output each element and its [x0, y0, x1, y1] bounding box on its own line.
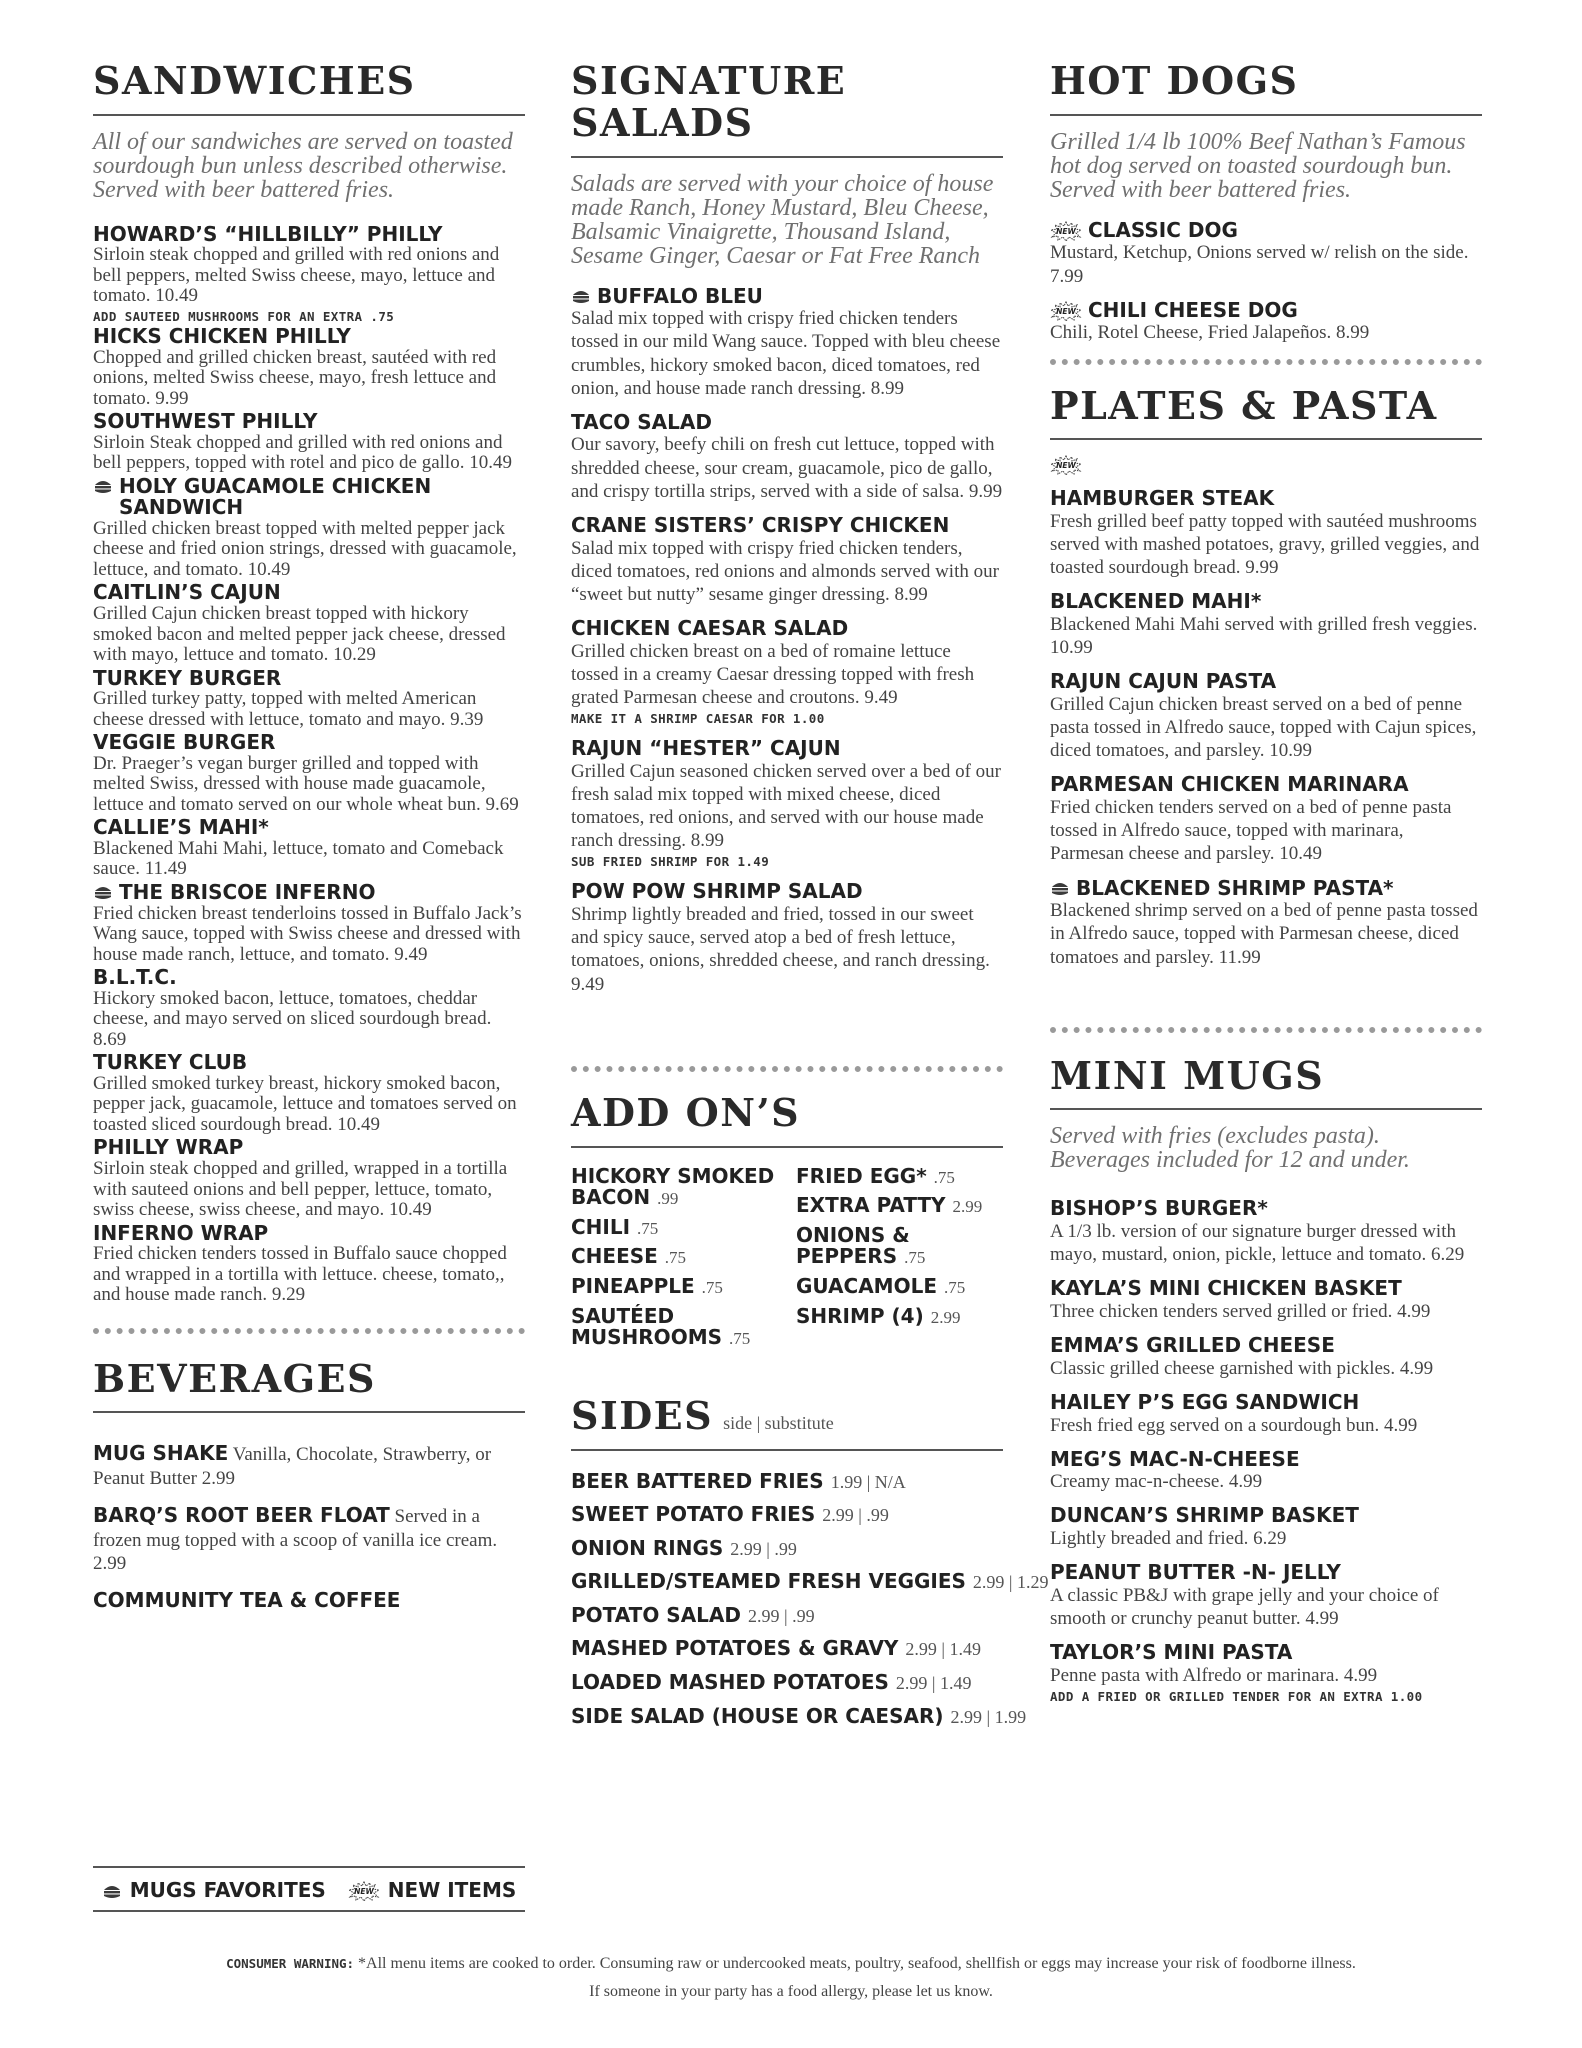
- menu-item: [571, 618, 1003, 726]
- item-name-row: [571, 283, 1003, 308]
- mug-icon: [1050, 880, 1070, 896]
- new-icon: [348, 1881, 380, 1901]
- sandwiches-intro: All of our sandwiches are served on toasted sourdough bun unless described otherwise. Served with beer battered fries.: [93, 128, 513, 203]
- item-description: Fried chicken tenders served on a bed of penne pasta tossed in Alfredo sauce, topped with marinara, Parmesan cheese and parsley. 10.49: [1050, 797, 1452, 865]
- menu-item: [93, 1137, 525, 1220]
- addon-name: PINEAPPLE: [571, 1273, 695, 1298]
- item-description: Penne pasta with Alfredo or marinara. 4.99: [1050, 1664, 1378, 1686]
- addons-left: [571, 1163, 778, 1357]
- item-name-row: [93, 323, 525, 348]
- item-name: CHICKEN CAESAR SALAD: [571, 616, 849, 641]
- item-description: A 1/3 lb. version of our signature burger dressed with mayo, mustard, onion, pickle, lettuce and tomato. 6.29: [1050, 1221, 1465, 1266]
- item-name: CALLIE’S MAHI*: [93, 815, 269, 840]
- menu-item: [571, 409, 1003, 503]
- item-name-row: [93, 582, 525, 604]
- section-divider: [93, 1328, 525, 1334]
- menu-item: [1050, 774, 1482, 865]
- item-name-row: [1050, 1389, 1482, 1414]
- column-right: [1050, 52, 1482, 1716]
- sides-subtitle: side | substitute: [723, 1412, 834, 1433]
- item-name-row: [93, 665, 525, 690]
- side-name: POTATO SALAD: [571, 1602, 741, 1627]
- menu-item: [571, 738, 1003, 869]
- item-name: PEANUT BUTTER -N- JELLY: [1050, 1560, 1341, 1585]
- menu-item: [571, 283, 1003, 400]
- icon-legend: [93, 1866, 525, 1912]
- item-name: BUFFALO BLEU: [597, 283, 763, 308]
- section-divider: [1050, 359, 1482, 365]
- item-description: Fresh fried egg served on a sourdough bun. 4.99: [1050, 1414, 1418, 1436]
- menu-item: [93, 879, 525, 965]
- beverage-description: Vanilla, Chocolate, Strawberry, or Peanut Butter 2.99: [93, 1444, 492, 1490]
- item-name-row: [1050, 488, 1482, 510]
- item-description: Hickory smoked bacon, lettuce, tomatoes, cheddar cheese, and mayo served on sliced sourdough bread. 8.69: [93, 987, 492, 1050]
- item-name-row: [1050, 875, 1482, 900]
- item-description: Grilled Cajun chicken breast topped with hickory smoked bacon and melted pepper jack cheese, dressed with mayo, lettuce and tomato. 10.29: [93, 603, 506, 666]
- item-name: RAJUN “HESTER” CAJUN: [571, 736, 841, 761]
- menu-item: [1050, 1505, 1482, 1550]
- minimugs-title: MINI MUGS: [1050, 1047, 1482, 1111]
- item-name-row: [1050, 1278, 1482, 1300]
- item-description: Fried chicken breast tenderloins tossed in Buffalo Jack’s Wang sauce, topped with Swiss cheese and dressed with house made ranch, lettuce, and tomato. 9.49: [93, 902, 522, 965]
- addon-item: [571, 1246, 778, 1268]
- side-price: 2.99 | .99: [730, 1538, 797, 1559]
- plates-list: [1050, 488, 1482, 968]
- item-description: Grilled Cajun seasoned chicken served over a bed of our fresh salad mix topped with mixed cheese, diced tomatoes, red onions, and served with our house made ranch dressing. 8.99: [571, 760, 1001, 852]
- item-name: B.L.T.C.: [93, 965, 177, 990]
- item-name-row: [571, 881, 1003, 903]
- beverage-item: [93, 1441, 525, 1491]
- side-price: 2.99 | 1.99: [950, 1706, 1027, 1727]
- side-name: ONION RINGS: [571, 1535, 724, 1560]
- beverage-item: [93, 1503, 525, 1576]
- item-description: Grilled turkey patty, topped with melted American cheese dressed with lettuce, tomato and mayo. 9.39: [93, 688, 484, 730]
- item-name-row: [93, 473, 525, 520]
- menu-item: [1050, 217, 1482, 288]
- new-icon: [1050, 221, 1082, 241]
- side-item: [571, 1502, 1003, 1527]
- item-description: Blackened Mahi Mahi, lettuce, tomato and Comeback sauce. 11.49: [93, 837, 504, 880]
- menu-item: [1050, 1335, 1482, 1380]
- item-description: Sirloin Steak chopped and grilled with red onions and bell peppers, topped with rotel and pico de gallo. 10.49: [93, 431, 512, 474]
- mug-icon: [102, 1883, 122, 1899]
- addon-name: CHEESE: [571, 1244, 658, 1269]
- menu-item: [1050, 875, 1482, 969]
- addons-right: [796, 1163, 1003, 1357]
- side-name: BEER BATTERED FRIES: [571, 1468, 824, 1493]
- column-left: [93, 52, 525, 1626]
- item-name: HICKS CHICKEN PHILLY: [93, 323, 351, 348]
- item-description: Grilled Cajun chicken breast served on a bed of penne pasta tossed in Alfredo sauce, topped with Cajun spices, diced tomatoes, and parsley. 10.99: [1050, 693, 1477, 762]
- item-name-row: [1050, 217, 1482, 242]
- item-description: Chili, Rotel Cheese, Fried Jalapeños. 8.99: [1050, 322, 1370, 344]
- item-name-row: [1050, 1562, 1482, 1584]
- menu-item: [1050, 1278, 1482, 1323]
- item-description: Dr. Praeger’s vegan burger grilled and topped with melted Swiss, dressed with house made guacamole, lettuce and tomato served on our whole wheat bun. 9.69: [93, 752, 519, 815]
- item-name-row: [1050, 1505, 1482, 1527]
- item-name-row: [1050, 1198, 1482, 1220]
- menu-item: [1050, 1389, 1482, 1437]
- beverages-list: [93, 1441, 525, 1614]
- beverages-title: BEVERAGES: [93, 1350, 525, 1414]
- item-name: RAJUN CAJUN PASTA: [1050, 669, 1277, 694]
- beverage-item: [93, 1588, 525, 1614]
- legend-new-items: [348, 1878, 516, 1902]
- side-price: 2.99 | 1.49: [895, 1673, 972, 1694]
- item-name-row: [1050, 1335, 1482, 1357]
- side-item: [571, 1703, 1027, 1729]
- menu-item: [93, 817, 525, 880]
- addons-grid: [571, 1163, 1003, 1357]
- item-name-row: [93, 817, 525, 839]
- menu-item: [1050, 1446, 1482, 1494]
- item-name: CHILI CHEESE DOG: [1088, 297, 1298, 322]
- menu-item: [93, 1220, 525, 1306]
- hotdogs-intro: Grilled 1/4 lb 100% Beef Nathan’s Famous hot dog served on toasted sourdough bun. Served with beer battered fries.: [1050, 128, 1466, 203]
- legend-favorites-label: MUGS FAVORITES: [129, 1878, 326, 1902]
- beverage-name: MUG SHAKE: [93, 1441, 229, 1466]
- item-name: BLACKENED MAHI*: [1050, 589, 1262, 614]
- menu-item: [93, 967, 525, 1050]
- addon-price: .75: [637, 1218, 659, 1238]
- warning-label: CONSUMER WARNING:: [226, 1956, 355, 1971]
- addon-price: .75: [904, 1248, 926, 1268]
- side-item: [571, 1469, 1003, 1494]
- item-extra-note: ADD A FRIED OR GRILLED TENDER FOR AN EXTRA 1.00: [1050, 1688, 1423, 1704]
- side-item: [571, 1636, 1003, 1661]
- addon-price: .75: [728, 1329, 751, 1349]
- side-item: [571, 1569, 1049, 1594]
- addon-name: EXTRA PATTY: [796, 1193, 946, 1218]
- item-name: PHILLY WRAP: [93, 1135, 244, 1160]
- item-extra-note: SUB FRIED SHRIMP FOR 1.49: [571, 854, 770, 870]
- addon-item: [796, 1195, 1003, 1217]
- item-name: SOUTHWEST PHILLY: [93, 409, 318, 434]
- warning-text: *All menu items are cooked to order. Consuming raw or undercooked meats, poultry, seafood, shellfish or eggs may increase your risk of foodborne illness.: [358, 1955, 1356, 1972]
- menu-item: [1050, 1642, 1482, 1704]
- side-item: [571, 1536, 1003, 1561]
- legend-new-items-label: NEW ITEMS: [387, 1878, 517, 1902]
- beverage-name: COMMUNITY TEA & COFFEE: [93, 1588, 401, 1613]
- addon-price: .75: [943, 1277, 966, 1297]
- item-description: Mustard, Ketchup, Onions served w/ relish on the side. 7.99: [1050, 242, 1469, 287]
- item-description: A classic PB&J with grape jelly and your choice of smooth or crunchy peanut butter. 4.99: [1050, 1584, 1439, 1629]
- item-name-row: [93, 879, 525, 904]
- item-description: Salad mix topped with crispy fried chicken tenders tossed in our mild Wang sauce. Topped with bleu cheese crumbles, hickory smoked bacon, diced tomatoes, red onion, and house made ranch dressing. 8.99: [571, 308, 1001, 399]
- menu-item: [93, 582, 525, 665]
- side-price: 2.99 | 1.49: [905, 1639, 981, 1660]
- addon-price: 2.99: [930, 1307, 961, 1327]
- hotdogs-title: HOT DOGS: [1050, 52, 1482, 116]
- minimugs-list: [1050, 1198, 1482, 1703]
- addon-price: .99: [657, 1189, 679, 1209]
- item-description: Fresh grilled beef patty topped with sautéed mushrooms served with mashed potatoes, gravy, grilled veggies, and toasted sourdough bread. 9.99: [1050, 510, 1480, 579]
- addon-name: GUACAMOLE: [796, 1273, 937, 1298]
- addon-item: [571, 1163, 778, 1210]
- addon-name: ONIONS & PEPPERS: [796, 1222, 910, 1269]
- item-name-row: [93, 1220, 525, 1245]
- salads-intro: Salads are served with your choice of house made Ranch, Honey Mustard, Bleu Cheese, Balsamic Vinaigrette, Thousand Island, Sesame Ginger, Caesar or Fat Free Ranch: [571, 170, 994, 269]
- item-name: TURKEY BURGER: [93, 665, 282, 690]
- item-name-row: [571, 409, 1003, 434]
- item-name: THE BRISCOE INFERNO: [119, 879, 376, 904]
- menu-item: [93, 221, 525, 324]
- item-name-row: [93, 411, 525, 433]
- sides-title-text: SIDES: [571, 1392, 714, 1438]
- item-description: Chopped and grilled chicken breast, sautéed with red onions, melted Swiss cheese, mayo, fresh lettuce and tomato. 9.99: [93, 346, 497, 409]
- menu-item: [1050, 591, 1482, 659]
- item-description: Creamy mac-n-cheese. 4.99: [1050, 1471, 1263, 1493]
- item-name: CRANE SISTERS’ CRISPY CHICKEN: [571, 512, 950, 537]
- salads-list: [571, 283, 1003, 996]
- mug-icon: [93, 478, 113, 494]
- section-divider: [571, 1066, 1003, 1072]
- item-name: HOWARD’S “HILLBILLY” PHILLY: [93, 221, 443, 246]
- plates-new-badge: [1050, 454, 1482, 480]
- item-name-row: [1050, 591, 1482, 613]
- item-name-row: [93, 732, 525, 754]
- side-item: [571, 1670, 1003, 1695]
- item-name: TAYLOR’S MINI PASTA: [1050, 1640, 1293, 1665]
- item-name-row: [1050, 1446, 1482, 1471]
- item-name: MEG’S MAC-N-CHEESE: [1050, 1446, 1300, 1471]
- item-name: CAITLIN’S CAJUN: [93, 580, 281, 605]
- hotdogs-list: [1050, 217, 1482, 345]
- legend-favorites: [102, 1878, 326, 1902]
- allergy-note: If someone in your party has a food allergy, please let us know.: [589, 1983, 993, 2000]
- menu-item: [93, 411, 525, 474]
- menu-item: [1050, 671, 1482, 762]
- salads-title: SIGNATURE SALADS: [571, 52, 1003, 158]
- item-name-row: [571, 512, 1003, 537]
- side-name: LOADED MASHED POTATOES: [571, 1670, 889, 1695]
- item-name: TURKEY CLUB: [93, 1050, 248, 1075]
- item-description: Grilled chicken breast topped with melted pepper jack cheese and fried onion strings, dressed with guacamole, lettuce, and tomato. 10.49: [93, 517, 517, 580]
- addon-item: [796, 1163, 1003, 1188]
- addon-name: SAUTÉED MUSHROOMS: [571, 1303, 722, 1350]
- item-description: Three chicken tenders served grilled or fried. 4.99: [1050, 1301, 1431, 1322]
- item-extra-note: ADD SAUTEED MUSHROOMS FOR AN EXTRA .75: [93, 308, 395, 324]
- addon-item: [796, 1303, 1003, 1328]
- item-description: Salad mix topped with crispy fried chicken tenders, diced tomatoes, red onions and almonds served with our “sweet but nutty” sesame ginger dressing. 8.99: [571, 537, 999, 605]
- item-description: Shrimp lightly breaded and fried, tossed in our sweet and spicy sauce, served atop a bed of fresh lettuce, tomatoes, onions, shredded cheese, and ranch dressing. 9.49: [571, 904, 990, 995]
- item-name: EMMA’S GRILLED CHEESE: [1050, 1333, 1335, 1358]
- item-name: DUNCAN’S SHRIMP BASKET: [1050, 1503, 1359, 1528]
- item-description: Lightly breaded and fried. 6.29: [1050, 1528, 1287, 1550]
- new-icon: [1050, 455, 1082, 475]
- item-description: Fried chicken tenders tossed in Buffalo sauce chopped and wrapped in a tortilla with lettuce. cheese, tomato,, and house made ranch. 9.29: [93, 1243, 507, 1306]
- item-name: HOLY GUACAMOLE CHICKEN SANDWICH: [119, 473, 432, 520]
- addon-price: .75: [664, 1248, 687, 1268]
- side-price: 2.99 | 1.29: [972, 1572, 1049, 1593]
- item-name-row: [571, 618, 1003, 640]
- item-name: INFERNO WRAP: [93, 1220, 269, 1245]
- menu-item: [1050, 488, 1482, 579]
- column-middle: [571, 52, 1049, 1737]
- item-name: HAILEY P’S EGG SANDWICH: [1050, 1389, 1360, 1414]
- sides-list: [571, 1468, 1049, 1729]
- item-name: BLACKENED SHRIMP PASTA*: [1076, 875, 1394, 900]
- addon-name: FRIED EGG*: [796, 1163, 927, 1188]
- item-description: Blackened shrimp served on a bed of penne pasta tossed in Alfredo sauce, topped with Parmesan cheese, diced tomatoes and parsley. 11.99: [1050, 900, 1478, 968]
- item-name-row: [93, 1137, 525, 1159]
- item-name: POW POW SHRIMP SALAD: [571, 879, 863, 904]
- addon-name: SHRIMP (4): [796, 1303, 924, 1328]
- minimugs-intro: Served with fries (excludes pasta). Beverages included for 12 and under.: [1050, 1123, 1410, 1174]
- item-description: Grilled smoked turkey breast, hickory smoked bacon, pepper jack, guacamole, lettuce and tomatoes served on toasted sliced sourdough bread. 10.49: [93, 1072, 517, 1135]
- item-description: Classic grilled cheese garnished with pickles. 4.99: [1050, 1357, 1434, 1379]
- item-name: VEGGIE BURGER: [93, 730, 276, 755]
- menu-item: [1050, 1198, 1482, 1266]
- item-name: KAYLA’S MINI CHICKEN BASKET: [1050, 1276, 1402, 1301]
- mug-icon: [93, 884, 113, 900]
- addon-item: [796, 1273, 1003, 1298]
- addon-price: .75: [933, 1167, 955, 1187]
- item-name-row: [93, 1052, 525, 1074]
- item-name-row: [1050, 297, 1482, 322]
- menu-item: [1050, 297, 1482, 345]
- item-name-row: [93, 221, 525, 246]
- side-price: 2.99 | .99: [747, 1605, 815, 1626]
- consumer-warning: [0, 1950, 1582, 1978]
- item-description: Our savory, beefy chili on fresh cut lettuce, topped with shredded cheese, sour cream, guacamole, pico de gallo, and crispy tortilla strips, served with a side of salsa. 9.99: [571, 434, 1003, 502]
- sandwiches-title: SANDWICHES: [93, 52, 525, 116]
- side-name: SWEET POTATO FRIES: [571, 1502, 816, 1527]
- side-item: [571, 1603, 1003, 1628]
- item-name: PARMESAN CHICKEN MARINARA: [1050, 772, 1409, 797]
- item-name-row: [93, 967, 525, 989]
- item-name-row: [1050, 1642, 1482, 1664]
- addon-item: [571, 1214, 778, 1239]
- item-name-row: [571, 738, 1003, 760]
- beverage-description: Served in a frozen mug topped with a scoop of vanilla ice cream. 2.99: [93, 1505, 498, 1575]
- menu-item: [571, 881, 1003, 995]
- sandwiches-list: [93, 221, 525, 1306]
- item-name: TACO SALAD: [571, 409, 712, 434]
- addon-price: 2.99: [952, 1197, 983, 1217]
- item-name-row: [1050, 774, 1482, 796]
- menu-item: [93, 732, 525, 815]
- sides-title: [571, 1387, 1003, 1451]
- item-name: BISHOP’S BURGER*: [1050, 1196, 1268, 1221]
- item-name-row: [1050, 671, 1482, 693]
- side-name: SIDE SALAD (HOUSE OR CAESAR): [571, 1703, 944, 1728]
- beverage-name: BARQ’S ROOT BEER FLOAT: [93, 1502, 390, 1527]
- new-icon: [1050, 301, 1082, 321]
- menu-item: [93, 665, 525, 731]
- side-name: MASHED POTATOES & GRAVY: [571, 1636, 899, 1661]
- menu-item: [93, 323, 525, 409]
- side-price: 1.99 | N/A: [830, 1471, 906, 1492]
- side-price: 2.99 | .99: [822, 1505, 889, 1526]
- menu-item: [571, 512, 1003, 606]
- item-name: CLASSIC DOG: [1088, 217, 1238, 242]
- addon-price: .75: [701, 1277, 723, 1297]
- item-description: Grilled chicken breast on a bed of romaine lettuce tossed in a creamy Caesar dressing topped with fresh grated Parmesan cheese and croutons. 9.49: [571, 640, 975, 709]
- mug-icon: [571, 288, 591, 304]
- menu-item: [1050, 1562, 1482, 1630]
- menu-item: [93, 1052, 525, 1135]
- plates-title: PLATES & PASTA: [1050, 377, 1482, 441]
- addons-title: ADD ON’S: [571, 1084, 1003, 1148]
- item-description: Sirloin steak chopped and grilled, wrapped in a tortilla with sauteed onions and bell pepper, lettuce, tomato, swiss cheese, swiss cheese, and mayo. 10.49: [93, 1157, 508, 1221]
- addon-name: HICKORY SMOKED BACON: [571, 1163, 775, 1210]
- addon-item: [796, 1222, 1003, 1269]
- item-description: Blackened Mahi Mahi served with grilled fresh veggies. 10.99: [1050, 614, 1478, 659]
- addon-item: [571, 1273, 778, 1298]
- addon-name: CHILI: [571, 1214, 631, 1239]
- item-extra-note: MAKE IT A SHRIMP CAESAR FOR 1.00: [571, 711, 825, 727]
- side-name: GRILLED/STEAMED FRESH VEGGIES: [571, 1569, 966, 1594]
- item-name: HAMBURGER STEAK: [1050, 486, 1275, 511]
- section-divider: [1050, 1027, 1482, 1033]
- footer: [0, 1950, 1582, 2006]
- menu-item: [93, 473, 525, 581]
- addon-item: [571, 1303, 778, 1350]
- item-description: Sirloin steak chopped and grilled with red onions and bell peppers, melted Swiss cheese, mayo, lettuce and tomato. 10.49: [93, 244, 500, 307]
